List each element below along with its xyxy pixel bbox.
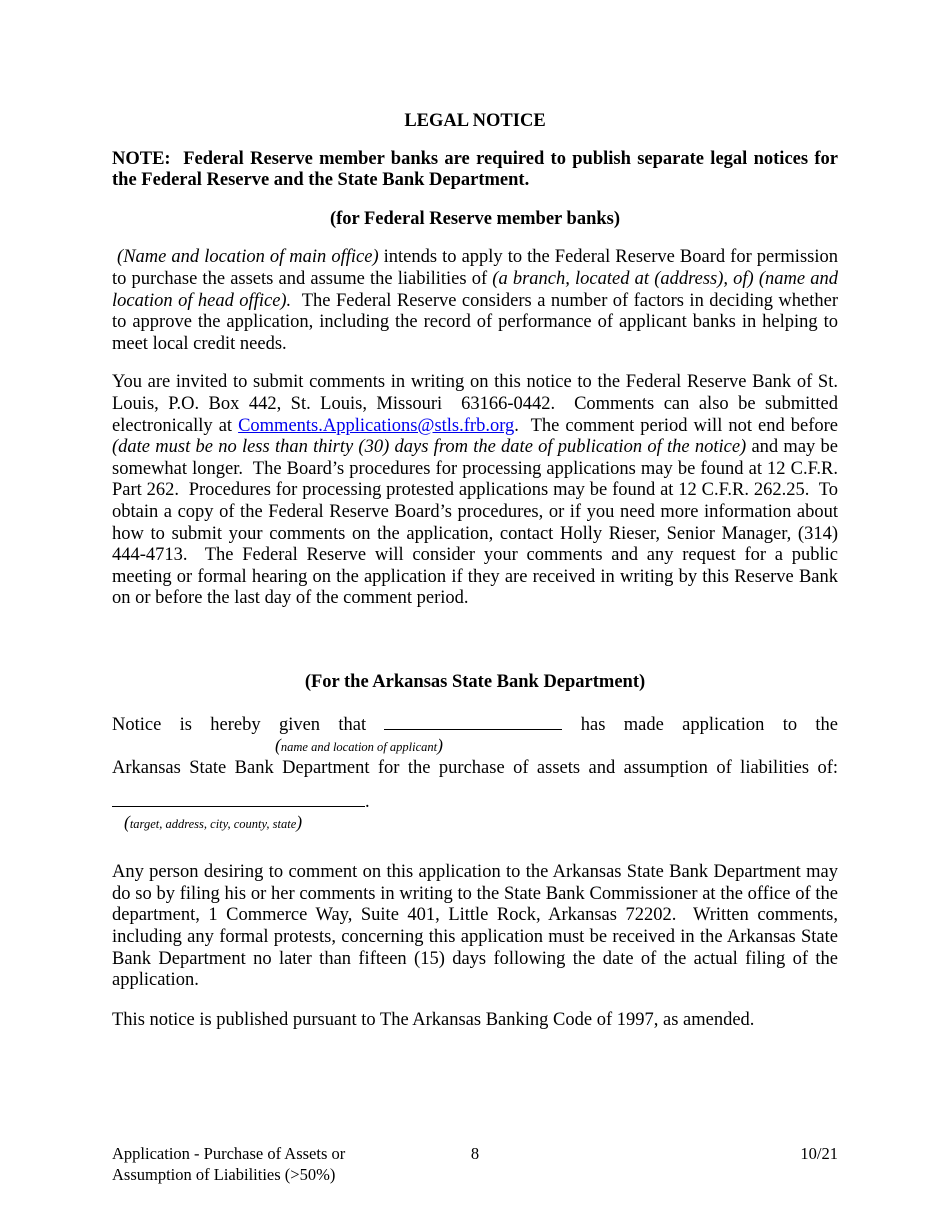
note-paragraph: NOTE: Federal Reserve member banks are required to publish separate legal notices for the Federal Reserve and the State Bank Department. bbox=[112, 148, 838, 191]
footer-doc-label-line2: Assumption of Liabilities (>50%) bbox=[112, 1165, 336, 1184]
arkansas-line2: Arkansas State Bank Department for the purchase of assets and assumption of liabilities of: bbox=[112, 758, 838, 779]
caption-close-paren: ) bbox=[296, 812, 303, 833]
target-blank-line bbox=[112, 792, 365, 807]
footer-doc-label bbox=[112, 1143, 345, 1185]
email-link[interactable]: Comments.Applications@stls.frb.org bbox=[238, 415, 515, 436]
caption-open-paren: ( bbox=[275, 735, 281, 756]
federal-paragraph-2: You are invited to submit comments in writing on this notice to the Federal Reserve Bank of St. Louis, P.O. Box 442, St. Louis, Missouri 63166-0442. Comments can also be submitted electronically at Comments.Applications@stls.frb.org. The comment period will not end before (date must be no less than thirty (30) days from the date of publication of the notice) and may be somewhat longer. The Board’s procedures for processing applications may be found at 12 C.F.R. Part 262. Procedures for processing protested applications may be found at 12 C.F.R. 262.25. To obtain a copy of the Federal Reserve Board’s procedures, or if you need more information about how to submit your comments on the application, contact Holly Rieser, Senior Manager, (314) 444-4713. The Federal Reserve will consider your comments and any request for a public meeting or formal hearing on the application if they are received in writing by this Reserve Bank on or before the last day of the comment period. bbox=[112, 372, 838, 609]
target-blank-row bbox=[112, 792, 838, 814]
arkansas-section-heading: (For the Arkansas State Bank Department) bbox=[304, 671, 646, 692]
page-title: LEGAL NOTICE bbox=[404, 111, 546, 131]
page-number: 8 bbox=[470, 1144, 480, 1163]
notice-suffix-text: has made application to the bbox=[580, 715, 839, 736]
page-footer bbox=[112, 1143, 838, 1185]
comment-paragraph: Any person desiring to comment on this application to the Arkansas State Bank Department may do so by filing his or her comments in writing to the State Bank Commissioner at the office of the department, 1 Commerce Way, Suite 401, Little Rock, Arkansas 72202. Written comments, including any formal protests, concerning this application must be received in the Arkansas State Bank Department no later than fifteen (15) days following the date of the actual filing of the application. bbox=[112, 862, 838, 991]
pursuant-paragraph: This notice is published pursuant to The Arkansas Banking Code of 1997, as amended. bbox=[112, 1010, 755, 1031]
caption-text: name and location of applicant bbox=[280, 740, 438, 755]
target-caption bbox=[124, 812, 838, 833]
applicant-blank-line bbox=[384, 715, 562, 730]
federal-paragraph-1: (Name and location of main office) intends to apply to the Federal Reserve Board for permission to purchase the assets and assume the liabilities of (a branch, located at (address), of) (name and location of head office). The Federal Reserve considers a number of factors in deciding whether to approve the application, including the record of performance of applicant banks in helping to meet local credit needs. bbox=[112, 247, 838, 354]
target-blank-period: . bbox=[365, 791, 370, 812]
caption-open-paren: ( bbox=[124, 812, 130, 833]
footer-doc-label-line1: Application - Purchase of Assets or bbox=[112, 1144, 346, 1163]
applicant-caption bbox=[270, 735, 448, 756]
footer-date: 10/21 bbox=[800, 1144, 838, 1163]
notice-given-line bbox=[112, 715, 838, 737]
notice-prefix-text: Notice is hereby given that bbox=[112, 715, 367, 736]
federal-section-heading: (for Federal Reserve member banks) bbox=[329, 208, 621, 229]
caption-close-paren: ) bbox=[437, 735, 443, 756]
italic-placeholder-text: (date must be no less than thirty (30) days from the date of publication of the notice) bbox=[112, 437, 747, 458]
italic-placeholder-text: (Name and location of main office) bbox=[112, 247, 379, 268]
caption-text: target, address, city, county, state bbox=[129, 817, 297, 832]
italic-placeholder-text: (a branch, located at (address), of) (name and location of head office). bbox=[112, 268, 838, 311]
